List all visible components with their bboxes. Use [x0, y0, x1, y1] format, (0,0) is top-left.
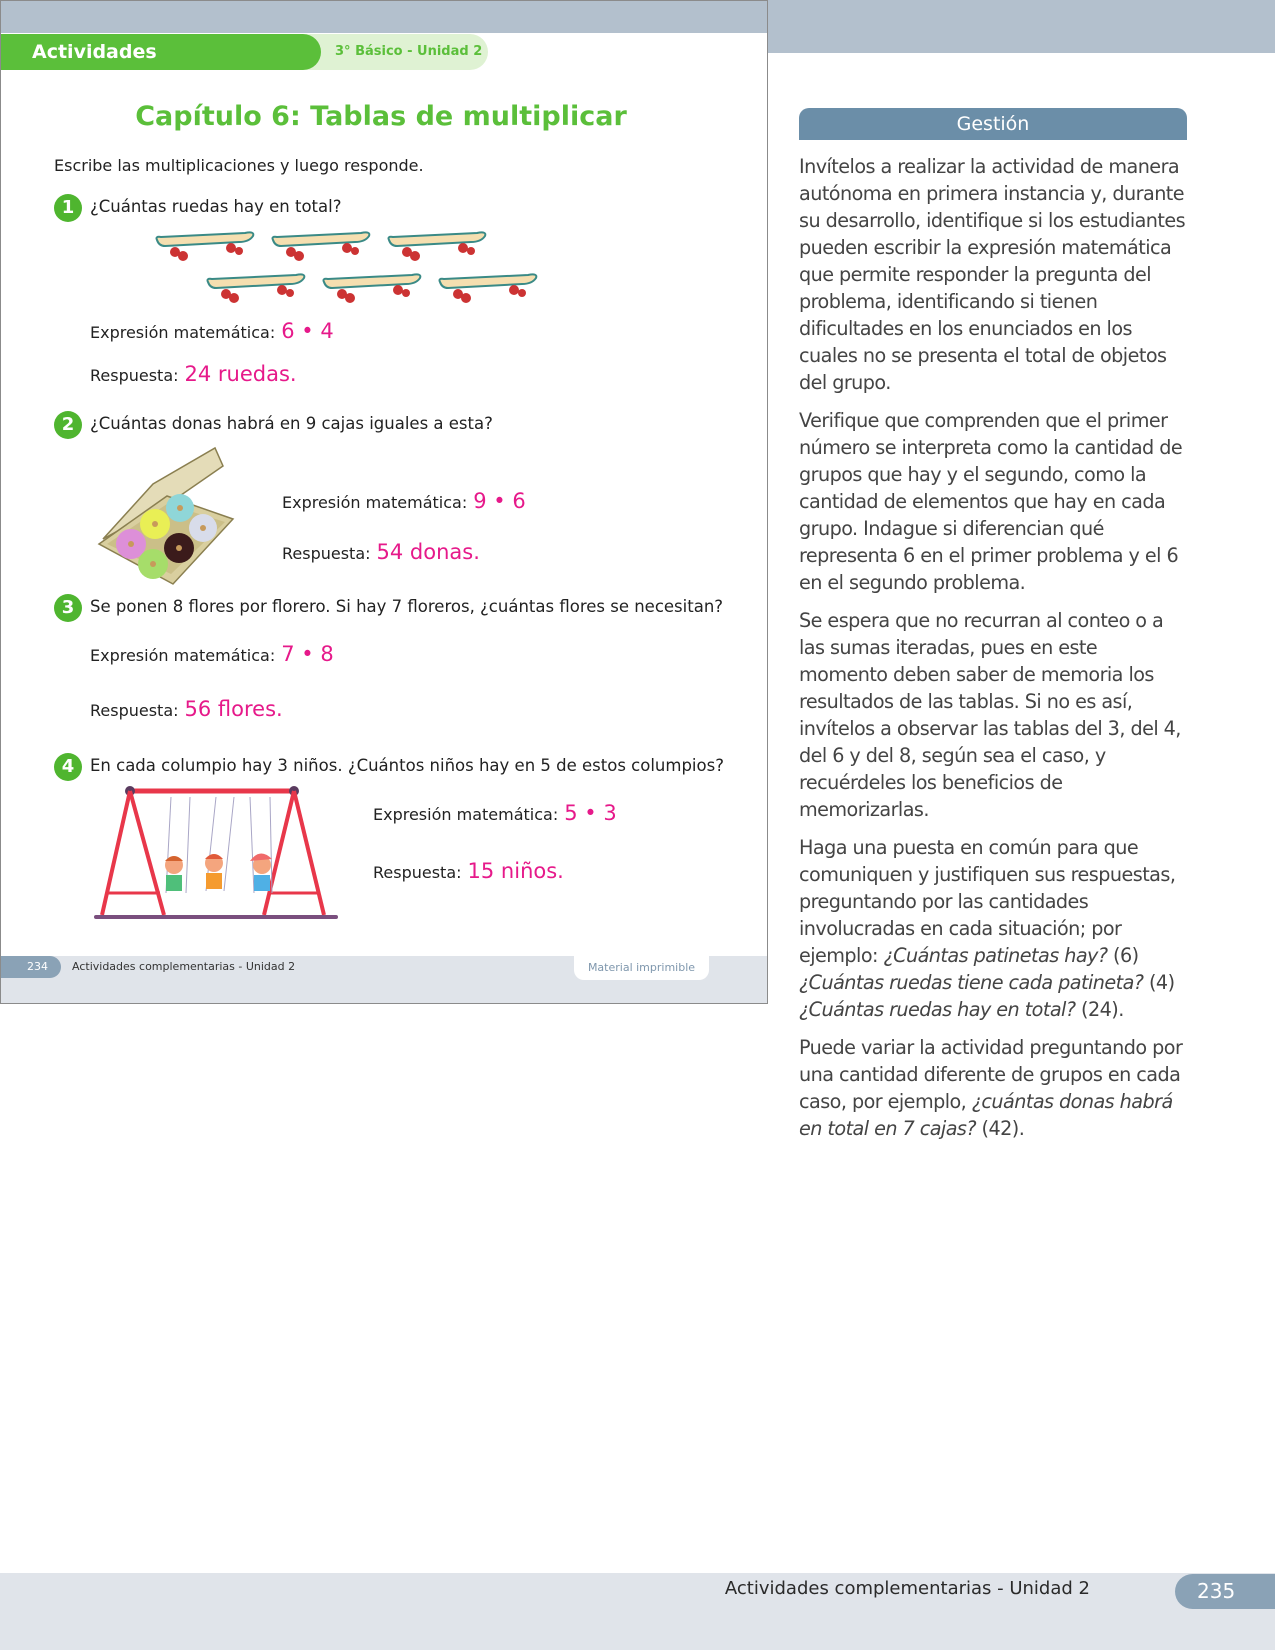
header-section-label: Actividades complementarias	[1, 34, 321, 70]
mini-page-number: 234	[1, 956, 61, 978]
answer-row-2	[282, 540, 480, 564]
expression-row-2	[282, 489, 526, 513]
answer-label: Respuesta:	[282, 544, 371, 563]
answer-value: 15 niños.	[467, 859, 564, 883]
expression-row-4	[373, 801, 617, 825]
skateboard-icon	[153, 230, 257, 264]
example-answer: (6)	[1107, 944, 1139, 967]
example-question: ¿cuántas donas habrá en total en 7 cajas?	[799, 1090, 1173, 1140]
question-number-1: 1	[54, 194, 82, 222]
chapter-title: Capítulo 6: Tablas de multiplicar	[135, 101, 627, 132]
answer-label: Respuesta:	[90, 366, 179, 385]
gestion-paragraph	[799, 834, 1189, 1023]
answer-value: 24 ruedas.	[184, 362, 297, 386]
gestion-paragraph: Invítelos a realizar la actividad de manera autónoma en primera instancia y, durante su desarrollo, identifique si los estudiantes pueden escribir la expresión matemática que permite responder la pregunta del problema, identificando si tienen dificultades en los enunciados en los cuales no se presenta el total de objetos del grupo.	[799, 155, 1186, 394]
question-text-1: ¿Cuántas ruedas hay en total?	[90, 197, 342, 216]
paragraph-text: Haga una puesta en común para que comuniquen y justifiquen sus respuestas, preguntando por las cantidades involucradas en cada situación; por ejemplo:	[799, 836, 1176, 967]
expression-label: Expresión matemática:	[90, 323, 276, 342]
donut-box-icon	[93, 444, 243, 589]
example-question: ¿Cuántas ruedas hay en total?	[799, 998, 1076, 1021]
answer-value: 54 donas.	[376, 540, 480, 564]
answer-value: 56 flores.	[184, 697, 283, 721]
answer-row-3	[90, 697, 283, 721]
expression-label: Expresión matemática:	[90, 646, 276, 665]
answer-row-1	[90, 362, 297, 386]
expression-label: Expresión matemática:	[282, 493, 468, 512]
skateboard-icon	[320, 272, 424, 306]
gestion-header: Gestión	[799, 108, 1187, 140]
skateboard-icon	[204, 272, 308, 306]
question-number-4: 4	[54, 753, 82, 781]
question-number-3: 3	[54, 594, 82, 622]
mini-top-band	[1, 1, 767, 33]
skateboard-icon	[385, 230, 489, 264]
expression-row-1	[90, 319, 334, 343]
example-question: ¿Cuántas ruedas tiene cada patineta?	[799, 971, 1144, 994]
question-text-2: ¿Cuántas donas habrá en 9 cajas iguales a esta?	[90, 414, 493, 433]
skateboard-icon	[436, 272, 540, 306]
skateboard-icon	[269, 230, 373, 264]
question-text-4: En cada columpio hay 3 niños. ¿Cuántos niños hay en 5 de estos columpios?	[90, 756, 724, 775]
paragraph-text: Puede variar la actividad preguntando por una cantidad diferente de grupos en cada caso, por ejemplo,	[799, 1036, 1183, 1113]
instruction-text: Escribe las multiplicaciones y luego responde.	[54, 156, 424, 175]
expression-answer: 7 • 8	[281, 642, 334, 666]
page-number: 235	[1175, 1574, 1275, 1609]
question-text-3: Se ponen 8 flores por florero. Si hay 7 floreros, ¿cuántas flores se necesitan?	[90, 597, 724, 616]
expression-row-3	[90, 642, 334, 666]
example-answer: (24).	[1075, 998, 1124, 1021]
gestion-paragraph: Verifique que comprenden que el primer número se interpreta como la cantidad de grupos que hay y el segundo, como la cantidad de elementos que hay en cada grupo. Indague si diferencian qué representa 6 en el primer problema y el 6 en el segundo problema.	[799, 409, 1183, 594]
example-answer: (42).	[976, 1117, 1025, 1140]
footer-text: Actividades complementarias - Unidad 2	[724, 1578, 1090, 1599]
answer-label: Respuesta:	[90, 701, 179, 720]
printable-page	[0, 0, 768, 1004]
swing-set-icon	[94, 783, 338, 923]
gestion-body	[799, 153, 1189, 1153]
expression-answer: 6 • 4	[281, 319, 334, 343]
question-number-2: 2	[54, 411, 82, 439]
gestion-paragraph	[799, 1034, 1189, 1142]
example-answer: (4)	[1143, 971, 1175, 994]
printable-material-tag: Material imprimible	[574, 956, 709, 980]
expression-answer: 9 • 6	[473, 489, 526, 513]
example-question: ¿Cuántas patinetas hay?	[883, 944, 1108, 967]
header-grade-unit: 3° Básico - Unidad 2	[335, 44, 483, 59]
expression-answer: 5 • 3	[564, 801, 617, 825]
answer-label: Respuesta:	[373, 863, 462, 882]
gestion-paragraph: Se espera que no recurran al conteo o a las sumas iteradas, pues en este momento deben saber de memoria los resultados de las tablas. Si no es así, invítelos a observar las tablas del 3, del 4, del 6 y del 8, según sea el caso, y recuérdeles los beneficios de memorizarlas.	[799, 609, 1181, 821]
expression-label: Expresión matemática:	[373, 805, 559, 824]
answer-row-4	[373, 859, 564, 883]
mini-footer-text: Actividades complementarias - Unidad 2	[72, 960, 296, 973]
